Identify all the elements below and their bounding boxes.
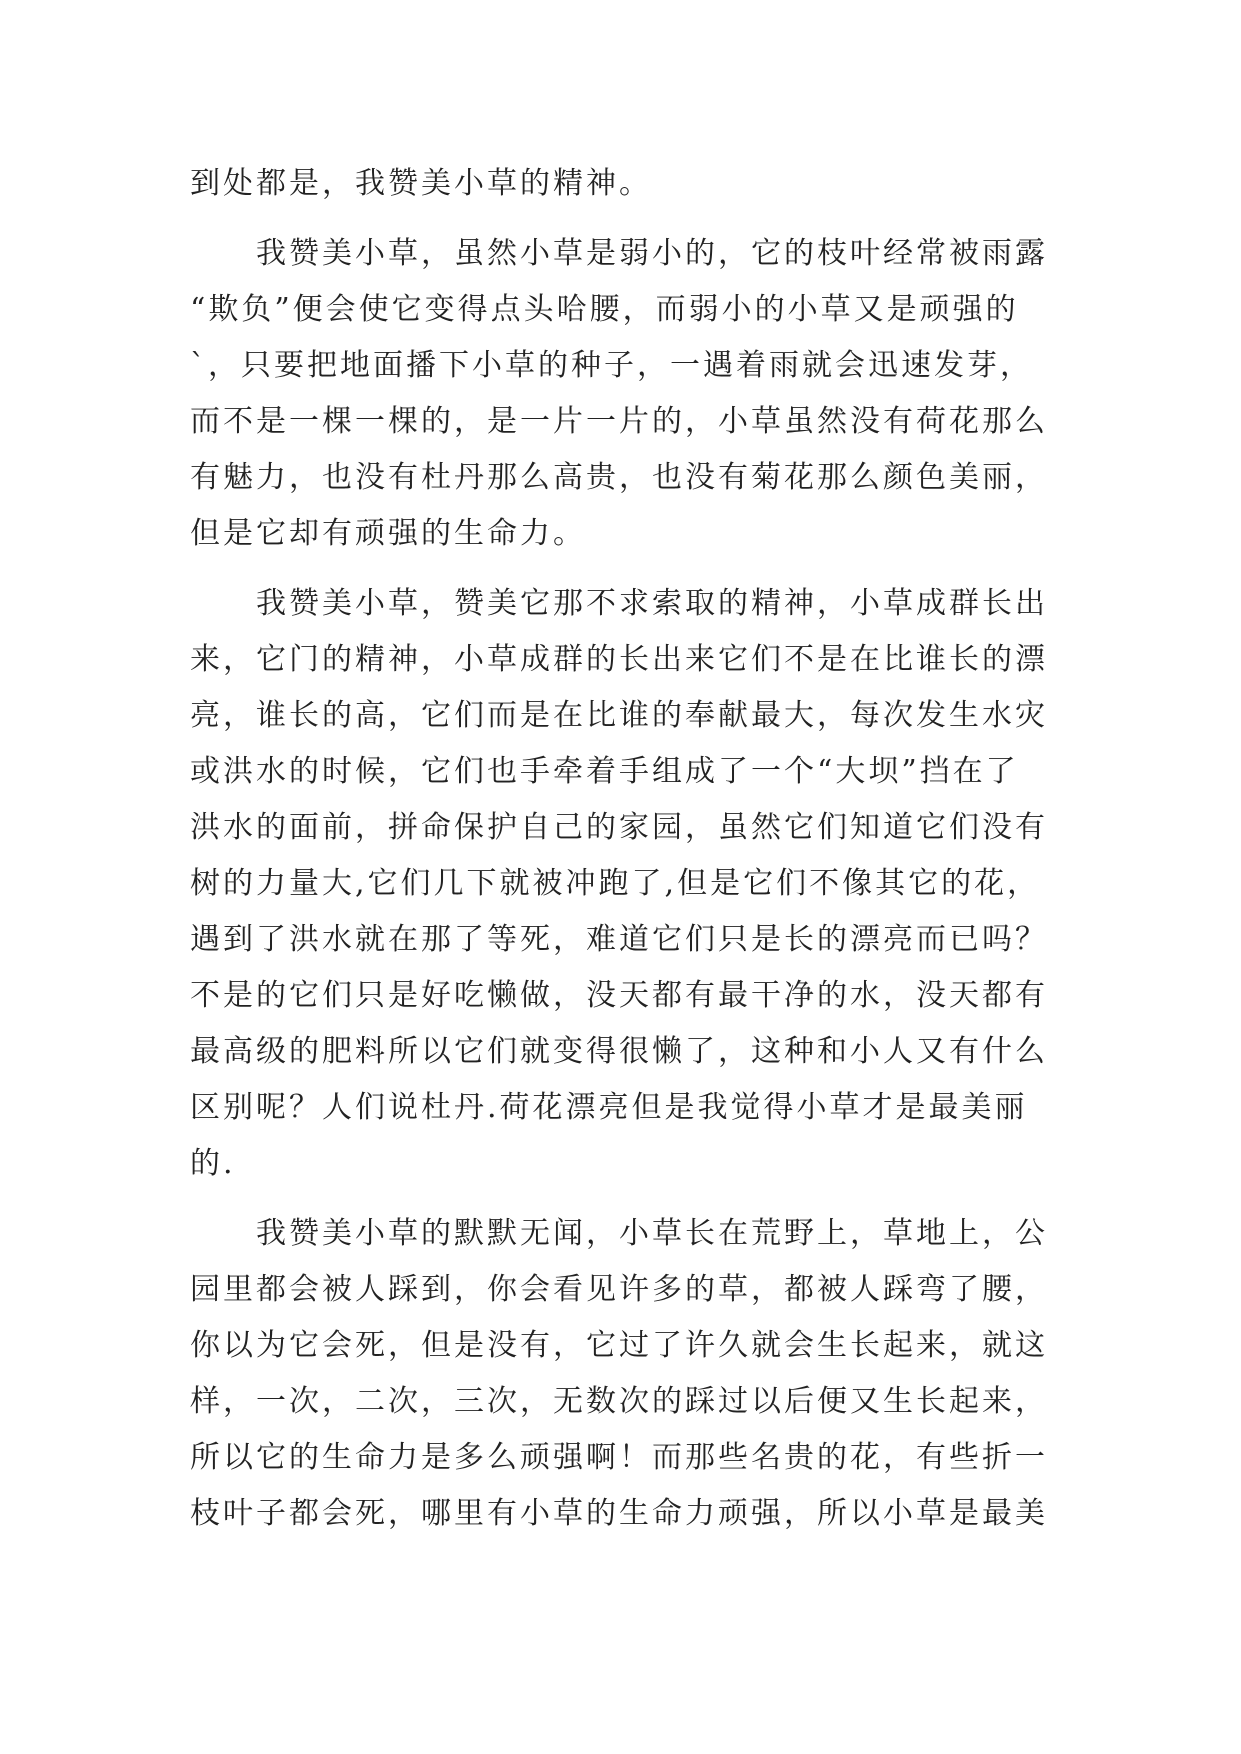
text-line: “欺负”便会使它变得点头哈腰，而弱小的小草又是顽强的 <box>190 292 1019 327</box>
text-line: 洪水的面前，拼命保护自己的家园，虽然它们知道它们没有 <box>190 810 1048 845</box>
text-line: 树的力量大,它们几下就被冲跑了,但是它们不像其它的花， <box>190 866 1041 901</box>
paragraph-gap <box>190 562 1060 576</box>
text-line: 枝叶子都会死，哪里有小草的生命力顽强，所以小草是最美 <box>190 1496 1048 1531</box>
text-line: 来，它门的精神，小草成群的长出来它们不是在比谁长的漂 <box>190 642 1048 677</box>
text-line: 亮，谁长的高，它们而是在比谁的奉献最大，每次发生水灾 <box>190 698 1048 733</box>
paragraph-gap <box>190 1192 1060 1206</box>
text-line: 园里都会被人踩到，你会看见许多的草，都被人踩弯了腰， <box>190 1272 1048 1307</box>
text-line: 或洪水的时候，它们也手牵着手组成了一个“大坝”挡在了 <box>190 754 1019 789</box>
text-line: `，只要把地面播下小草的种子，一遇着雨就会迅速发芽， <box>190 348 1033 383</box>
text-line: 最高级的肥料所以它们就变得很懒了，这种和小人又有什么 <box>190 1034 1048 1069</box>
text-line: 你以为它会死，但是没有，它过了许久就会生长起来，就这 <box>190 1328 1048 1363</box>
text-line: 遇到了洪水就在那了等死，难道它们只是长的漂亮而已吗？ <box>190 922 1048 957</box>
paragraph-4 <box>190 1206 1060 1542</box>
text-line: 有魅力，也没有杜丹那么高贵，也没有菊花那么颜色美丽， <box>190 460 1048 495</box>
document-body <box>190 156 1060 1542</box>
text-line: 的. <box>190 1146 236 1181</box>
text-line: 到处都是，我赞美小草的精神。 <box>190 166 652 201</box>
paragraph-1 <box>190 156 1060 212</box>
text-line: 我赞美小草，虽然小草是弱小的，它的枝叶经常被雨露 <box>190 236 1048 271</box>
paragraph-gap <box>190 212 1060 226</box>
text-line: 不是的它们只是好吃懒做，没天都有最干净的水，没天都有 <box>190 978 1048 1013</box>
text-line: 区别呢？人们说杜丹.荷花漂亮但是我觉得小草才是最美丽 <box>190 1090 1028 1125</box>
paragraph-3 <box>190 576 1060 1192</box>
text-line: 我赞美小草，赞美它那不求索取的精神，小草成群长出 <box>190 586 1048 621</box>
paragraph-2 <box>190 226 1060 562</box>
text-line: 而不是一棵一棵的，是一片一片的，小草虽然没有荷花那么 <box>190 404 1048 439</box>
text-line: 样，一次，二次，三次，无数次的踩过以后便又生长起来， <box>190 1384 1048 1419</box>
text-line: 我赞美小草的默默无闻，小草长在荒野上，草地上，公 <box>190 1216 1048 1251</box>
text-line: 所以它的生命力是多么顽强啊！而那些名贵的花，有些折一 <box>190 1440 1048 1475</box>
text-line: 但是它却有顽强的生命力。 <box>190 516 586 551</box>
